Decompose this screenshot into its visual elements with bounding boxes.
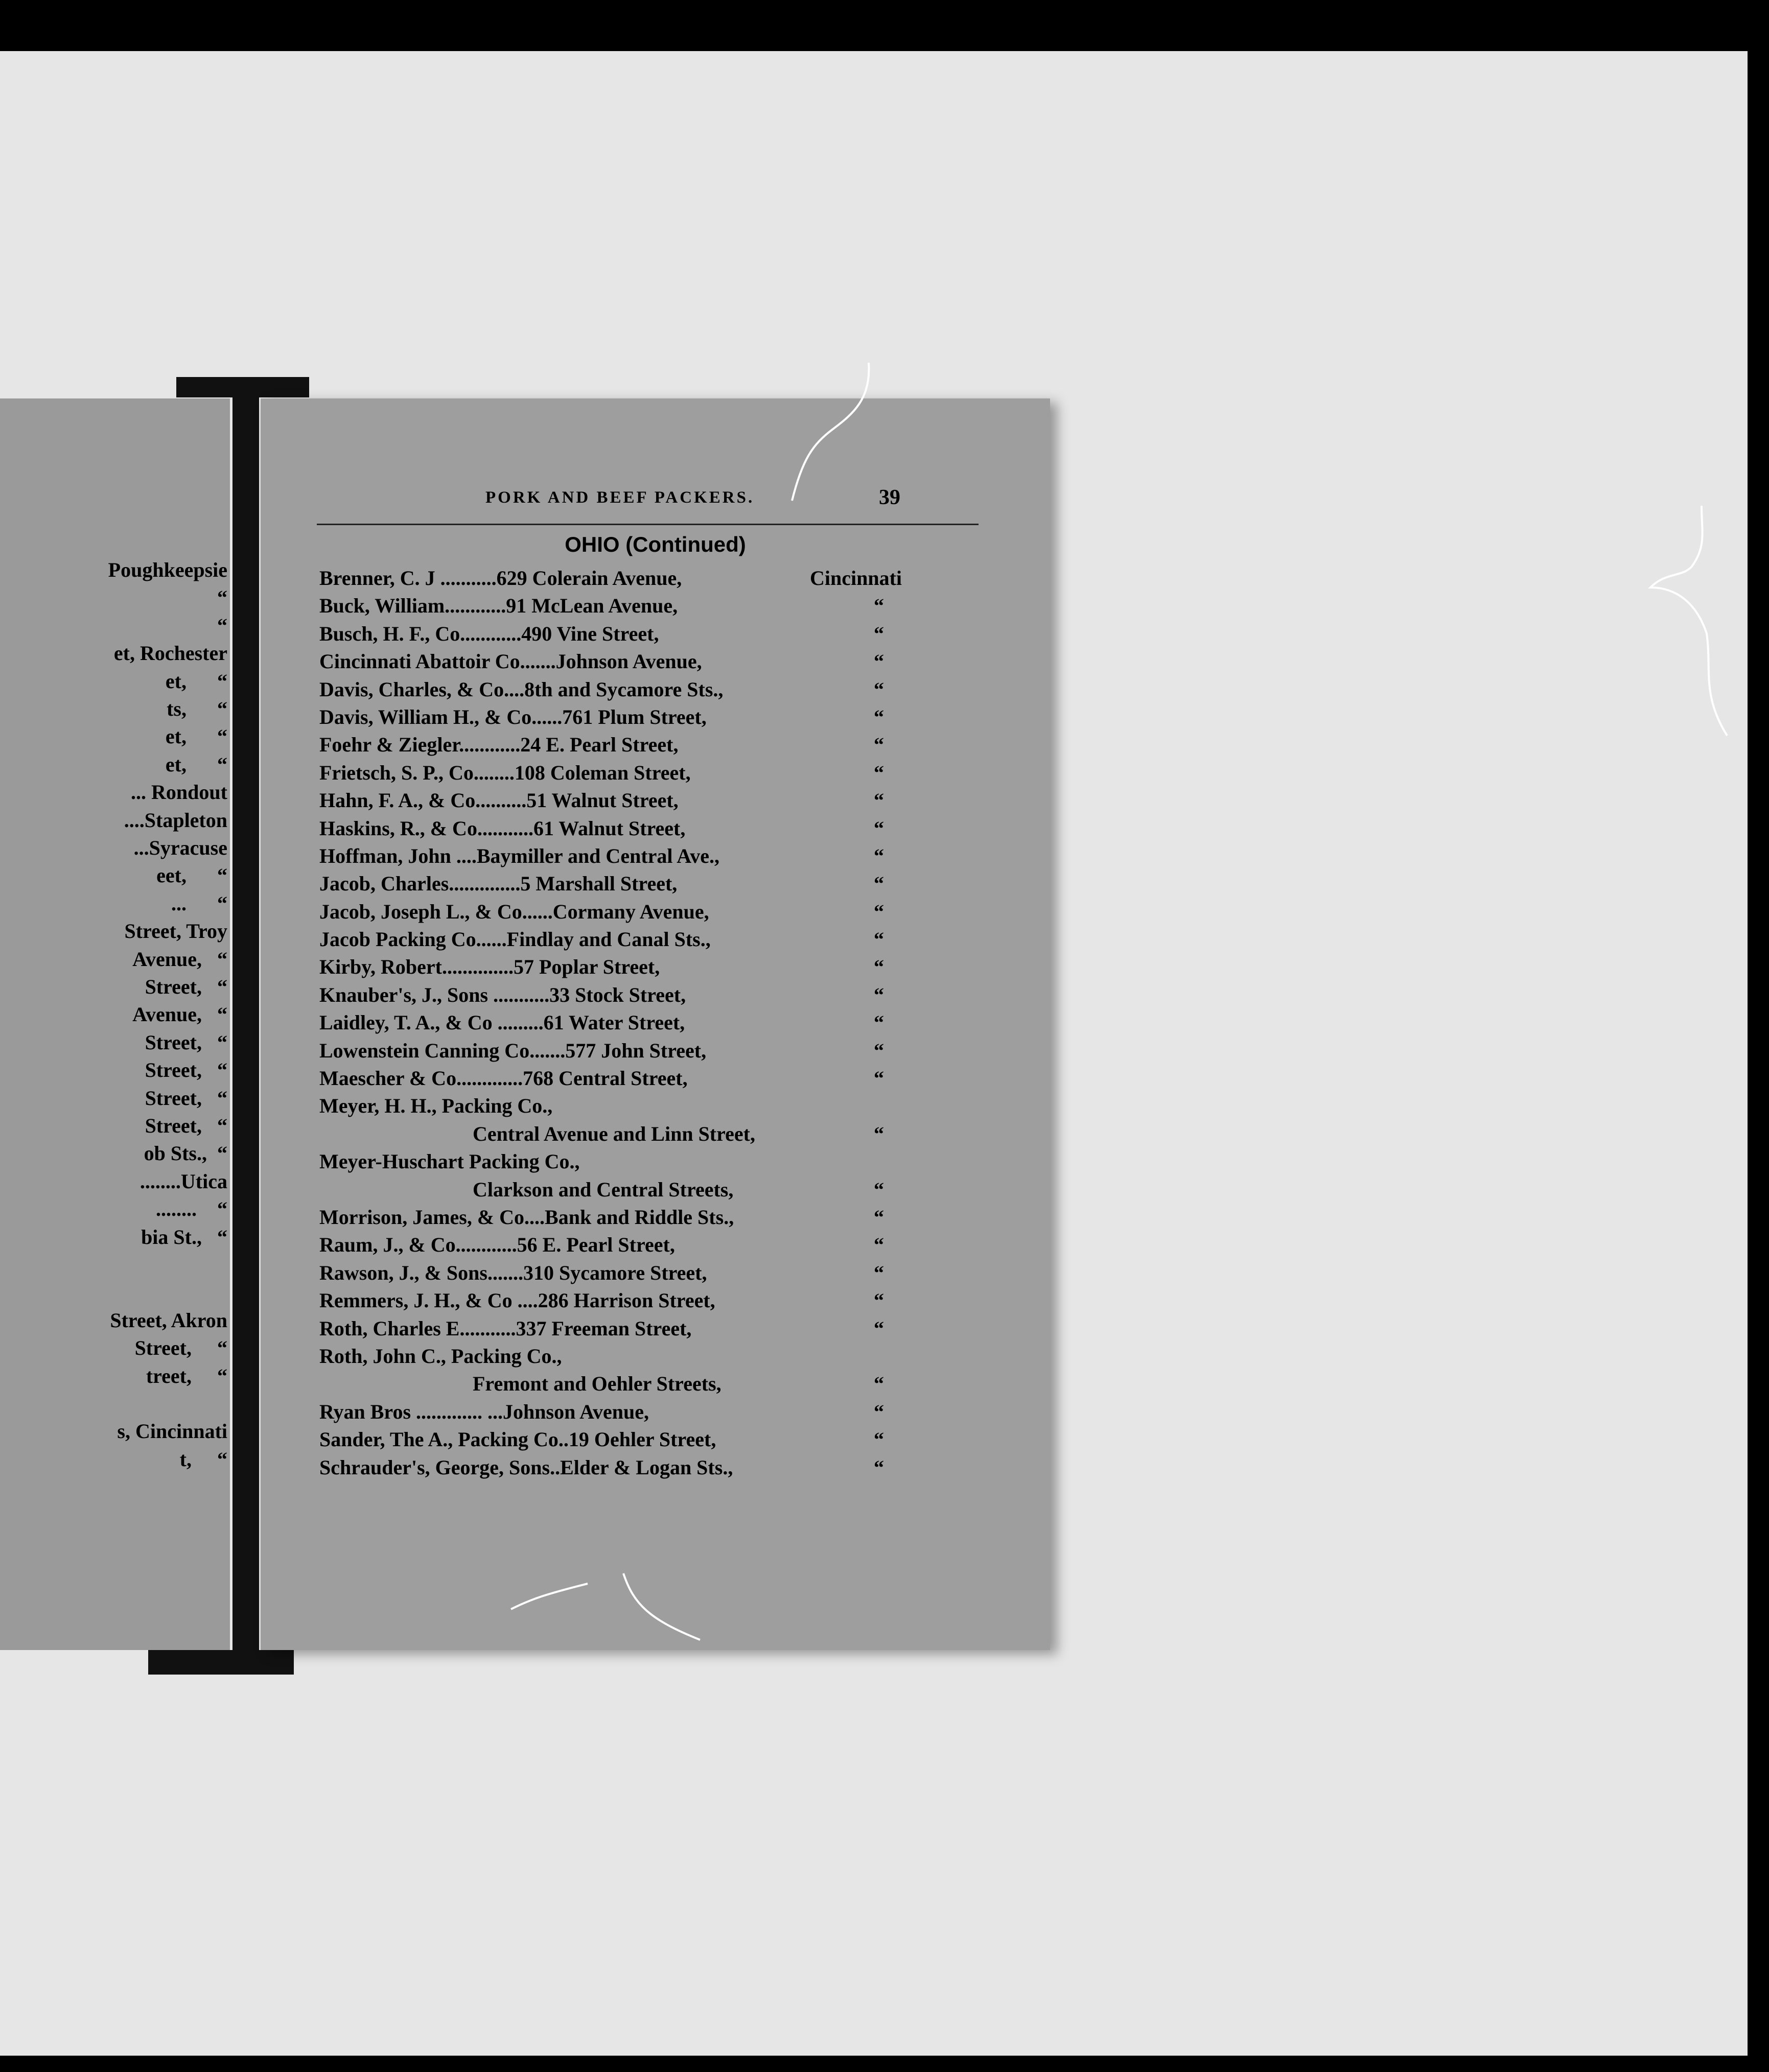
left-page-line: ts, “ (167, 697, 227, 720)
right-page (261, 398, 1050, 1650)
directory-entry (319, 759, 984, 787)
crease-mark-right (1635, 501, 1758, 756)
entry-name-address: Lowenstein Canning Co.......577 John Street, (319, 1039, 707, 1062)
left-page-line: Street, Akron (110, 1308, 227, 1332)
entry-name-address: Laidley, T. A., & Co .........61 Water Street, (319, 1011, 685, 1034)
directory-entry (319, 1037, 984, 1065)
crease-mark-top (782, 358, 884, 511)
directory-entry (319, 926, 984, 953)
left-page-line: ....Stapleton (124, 808, 227, 832)
left-page-line (0, 1279, 227, 1306)
left-page-line: Street, Troy (124, 920, 227, 943)
entry-name-address: Meyer, H. H., Packing Co., (319, 1094, 553, 1118)
left-page-line: Street, “ (145, 975, 227, 998)
left-page-line: treet, “ (146, 1364, 227, 1387)
entry-city: “ (874, 650, 884, 673)
directory-entry (319, 870, 984, 898)
directory-entry (319, 1120, 984, 1148)
entry-name-address: Remmers, J. H., & Co ....286 Harrison Street, (319, 1289, 715, 1312)
entry-city: “ (874, 1122, 884, 1145)
entry-name-address: Jacob Packing Co......Findlay and Canal Sts., (319, 928, 711, 951)
entry-name-address: Davis, Charles, & Co....8th and Sycamore Sts., (319, 677, 724, 701)
entry-city: “ (874, 789, 884, 812)
header-rule (317, 524, 979, 525)
entry-name-address: Brenner, C. J ...........629 Colerain Avenue, (319, 567, 682, 590)
left-page-line: ... Rondout (131, 781, 227, 804)
entry-name-address: Sander, The A., Packing Co..19 Oehler Street, (319, 1428, 716, 1451)
directory-entry (319, 1315, 984, 1343)
entry-city: “ (874, 622, 884, 645)
left-page-line: t, “ (179, 1447, 227, 1471)
entry-name-address: Ryan Bros ............. ...Johnson Avenue, (319, 1400, 649, 1423)
entry-city: “ (874, 1233, 884, 1257)
left-page-line: s, Cincinnati (117, 1420, 227, 1443)
entry-name-address: Foehr & Ziegler............24 E. Pearl Street, (319, 733, 679, 757)
left-page-line: Avenue, “ (132, 947, 227, 971)
directory-entry (319, 1426, 984, 1453)
entry-name-address: Maescher & Co.............768 Central Street, (319, 1067, 688, 1090)
crease-mark-bottom (506, 1563, 720, 1655)
entry-name-address: Busch, H. F., Co............490 Vine Street, (319, 622, 659, 645)
entry-name-address: Fremont and Oehler Streets, (473, 1372, 721, 1396)
entry-name-address: Cincinnati Abattoir Co.......Johnson Avenue, (319, 650, 702, 673)
directory-entry (319, 953, 984, 981)
left-page-line: ob Sts., “ (144, 1142, 227, 1165)
left-page-line: ... “ (171, 891, 227, 915)
entry-name-address: Roth, Charles E...........337 Freeman Street, (319, 1316, 692, 1340)
page-number: 39 (879, 486, 900, 509)
entry-city: “ (874, 1205, 884, 1229)
left-page-line: Street, “ (134, 1336, 227, 1360)
section-heading: OHIO (Continued) (565, 532, 746, 556)
directory-entry (319, 842, 984, 870)
directory-entry (319, 1176, 984, 1204)
left-page-line: Street, “ (145, 1114, 227, 1137)
left-page-line: Avenue, “ (132, 1003, 227, 1026)
left-page-line: et, “ (165, 669, 227, 693)
left-page-line: bia St., “ (141, 1225, 227, 1249)
left-page-line (0, 1391, 227, 1417)
entry-city: “ (874, 1316, 884, 1340)
entry-city: “ (874, 705, 884, 728)
entry-name-address: Knauber's, J., Sons ...........33 Stock Street, (319, 983, 686, 1006)
left-page-line: et, Rochester (113, 642, 227, 665)
entry-city: “ (874, 816, 884, 840)
entry-name-address: Jacob, Joseph L., & Co......Cormany Avenue, (319, 900, 709, 923)
directory-entry (319, 1009, 984, 1037)
directory-entry (319, 703, 984, 731)
directory-entry (319, 1065, 984, 1092)
entry-city: “ (874, 1067, 884, 1090)
entry-city: “ (874, 1289, 884, 1312)
entry-city: “ (874, 928, 884, 951)
directory-list (319, 564, 984, 1481)
entry-city: Cincinnati (810, 567, 902, 590)
left-page-line: ...Syracuse (133, 836, 227, 859)
directory-entry (319, 1343, 984, 1370)
left-page-line: “ (217, 614, 227, 637)
entry-name-address: Schrauder's, George, Sons..Elder & Logan Sts., (319, 1455, 733, 1479)
entry-name-address: Morrison, James, & Co....Bank and Riddle Sts., (319, 1205, 734, 1229)
directory-entry (319, 620, 984, 648)
entry-city: “ (874, 594, 884, 618)
directory-entry (319, 1370, 984, 1398)
directory-entry (319, 787, 984, 814)
directory-entry (319, 981, 984, 1009)
left-page-line: Street, “ (145, 1030, 227, 1054)
left-page-line: Poughkeepsie (108, 558, 227, 581)
left-page-line: Street, “ (145, 1086, 227, 1110)
left-page-line: et, “ (165, 752, 227, 776)
directory-entry (319, 731, 984, 759)
entry-city: “ (874, 872, 884, 896)
directory-entry (319, 1454, 984, 1481)
directory-entry (319, 1398, 984, 1426)
directory-entry (319, 1148, 984, 1175)
left-page-line: et, “ (165, 725, 227, 748)
directory-entry (319, 592, 984, 620)
entry-city: “ (874, 1261, 884, 1284)
directory-entry (319, 815, 984, 842)
book-spine (232, 388, 259, 1660)
entry-name-address: Davis, William H., & Co......761 Plum Street, (319, 705, 707, 728)
left-page (0, 398, 230, 1650)
entry-city: “ (874, 983, 884, 1006)
entry-name-address: Kirby, Robert..............57 Poplar Street, (319, 955, 660, 979)
entry-city: “ (874, 955, 884, 979)
left-page-line: eet, “ (156, 864, 227, 887)
directory-entry (319, 648, 984, 675)
directory-entry (319, 1092, 984, 1120)
entry-city: “ (874, 1011, 884, 1034)
left-page-line (0, 1252, 227, 1278)
entry-city: “ (874, 1400, 884, 1423)
directory-entry (319, 1231, 984, 1259)
entry-city: “ (874, 844, 884, 867)
entry-name-address: Buck, William............91 McLean Avenue, (319, 594, 678, 618)
running-head: PORK AND BEEF PACKERS. (485, 488, 755, 507)
entry-city: “ (874, 1372, 884, 1396)
left-page-line: Street, “ (145, 1058, 227, 1082)
directory-entry (319, 564, 984, 592)
directory-entry (319, 1259, 984, 1287)
entry-city: “ (874, 761, 884, 784)
entry-name-address: Meyer-Huschart Packing Co., (319, 1150, 580, 1173)
entry-name-address: Hahn, F. A., & Co..........51 Walnut Street, (319, 789, 679, 812)
entry-name-address: Raum, J., & Co............56 E. Pearl Street, (319, 1233, 675, 1257)
directory-entry (319, 898, 984, 926)
directory-entry (319, 676, 984, 703)
entry-name-address: Haskins, R., & Co...........61 Walnut Street, (319, 816, 686, 840)
entry-name-address: Hoffman, John ....Baymiller and Central Ave., (319, 844, 719, 867)
entry-name-address: Rawson, J., & Sons.......310 Sycamore Street, (319, 1261, 707, 1284)
directory-entry (319, 1287, 984, 1314)
entry-city: “ (874, 1428, 884, 1451)
entry-city: “ (874, 733, 884, 757)
directory-entry (319, 1204, 984, 1231)
left-page-line: ........ “ (156, 1197, 227, 1221)
entry-name-address: Frietsch, S. P., Co........108 Coleman Street, (319, 761, 691, 784)
entry-city: “ (874, 1455, 884, 1479)
left-page-line: “ (217, 586, 227, 609)
entry-name-address: Central Avenue and Linn Street, (473, 1122, 755, 1145)
entry-city: “ (874, 677, 884, 701)
entry-name-address: Roth, John C., Packing Co., (319, 1344, 562, 1368)
entry-name-address: Jacob, Charles..............5 Marshall Street, (319, 872, 678, 896)
binding-band-bottom (148, 1650, 294, 1675)
entry-city: “ (874, 1178, 884, 1201)
entry-city: “ (874, 900, 884, 923)
entry-name-address: Clarkson and Central Streets, (473, 1178, 734, 1201)
left-page-line: ........Utica (139, 1169, 227, 1193)
entry-city: “ (874, 1039, 884, 1062)
